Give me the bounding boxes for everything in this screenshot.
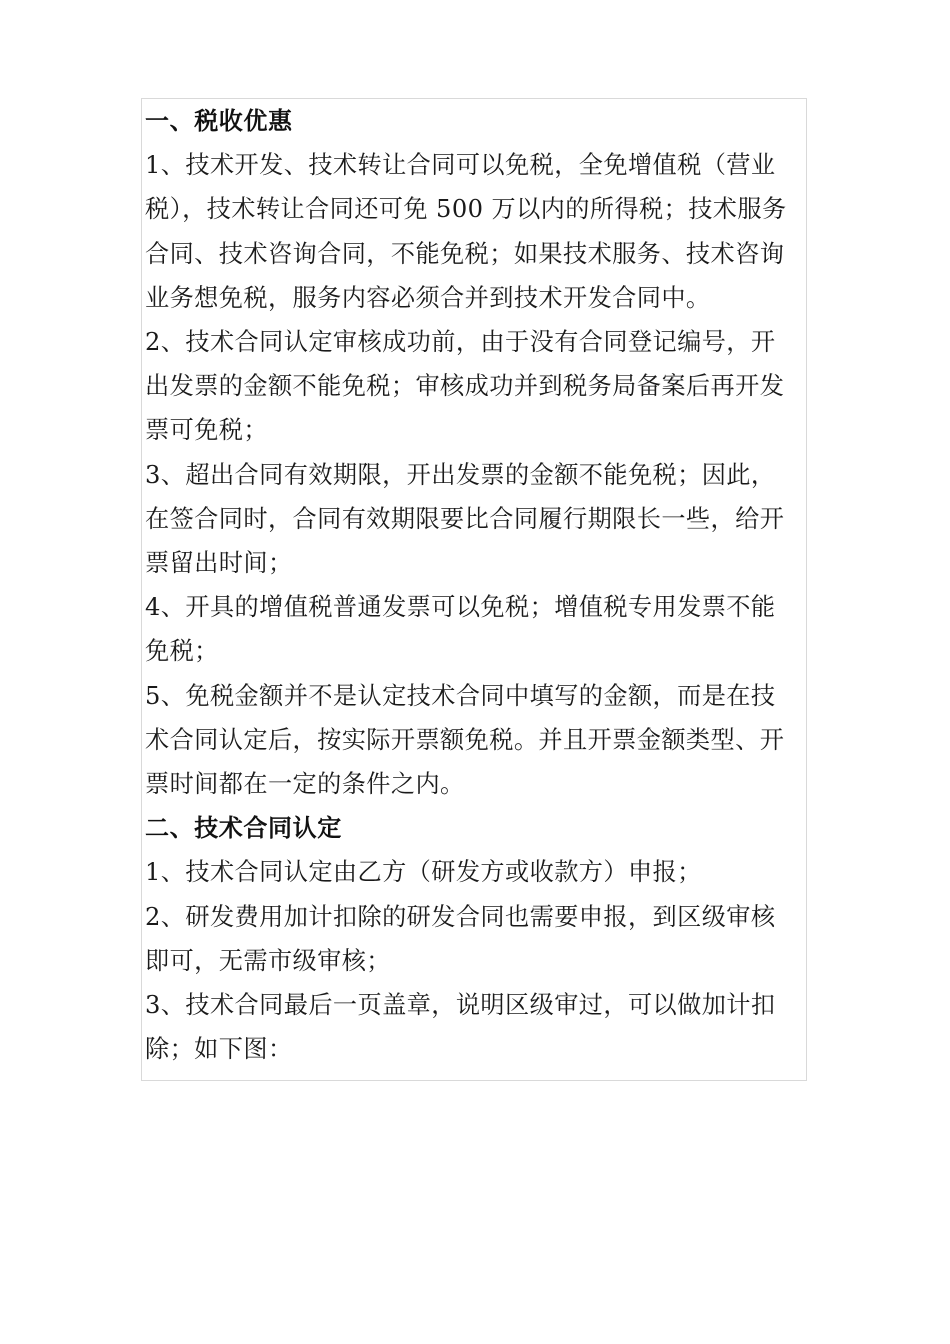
- paragraph-line: 税），技术转让合同还可免 500 万以内的所得税；技术服务: [145, 195, 787, 224]
- paragraph-line: 出发票的金额不能免税；审核成功并到税务局备案后再开发: [145, 372, 785, 401]
- paragraph-line: 票留出时间；: [145, 549, 293, 578]
- paragraph-line: 2、技术合同认定审核成功前，由于没有合同登记编号，开: [145, 328, 776, 357]
- paragraph-line: 1、技术合同认定由乙方（研发方或收款方）申报；: [145, 858, 702, 887]
- paragraph-cert-1: [145, 850, 806, 894]
- paragraph-cert-3: [145, 983, 806, 1071]
- paragraph-line: 免税；: [145, 637, 219, 666]
- section-heading-contract-certification: 二、技术合同认定: [145, 814, 342, 843]
- paragraph-line: 票时间都在一定的条件之内。: [145, 770, 465, 799]
- paragraph-tax-2: [145, 320, 806, 453]
- paragraph-cert-2: [145, 895, 806, 983]
- paragraph-tax-5: [145, 674, 806, 807]
- content-box: [141, 98, 807, 1081]
- paragraph-line: 除；如下图：: [145, 1035, 293, 1064]
- paragraph-line: 在签合同时，合同有效期限要比合同履行期限长一些，给开: [145, 504, 785, 533]
- paragraph-line: 票可免税；: [145, 416, 268, 445]
- paragraph-line: 合同、技术咨询合同，不能免税；如果技术服务、技术咨询: [145, 239, 785, 268]
- paragraph-line: 3、超出合同有效期限，开出发票的金额不能免税；因此，: [145, 460, 776, 489]
- paragraph-line: 2、研发费用加计扣除的研发合同也需要申报，到区级审核: [145, 902, 776, 931]
- section-heading-tax-incentives: 一、税收优惠: [145, 107, 293, 135]
- paragraph-line: 3、技术合同最后一页盖章，说明区级审过，可以做加计扣: [145, 991, 776, 1020]
- paragraph-line: 4、开具的增值税普通发票可以免税；增值税专用发票不能: [145, 593, 776, 622]
- paragraph-line: 1、技术开发、技术转让合同可以免税，全免增值税（营业: [145, 151, 776, 180]
- paragraph-line: 术合同认定后，按实际开票额免税。并且开票金额类型、开: [145, 725, 785, 754]
- paragraph-line: 5、免税金额并不是认定技术合同中填写的金额，而是在技: [145, 681, 776, 710]
- paragraph-tax-1: [145, 143, 806, 320]
- paragraph-line: 即可，无需市级审核；: [145, 946, 391, 975]
- paragraph-tax-3: [145, 453, 806, 586]
- document-content: [145, 99, 806, 1071]
- paragraph-line: 业务想免税，服务内容必须合并到技术开发合同中。: [145, 283, 711, 312]
- paragraph-tax-4: [145, 585, 806, 673]
